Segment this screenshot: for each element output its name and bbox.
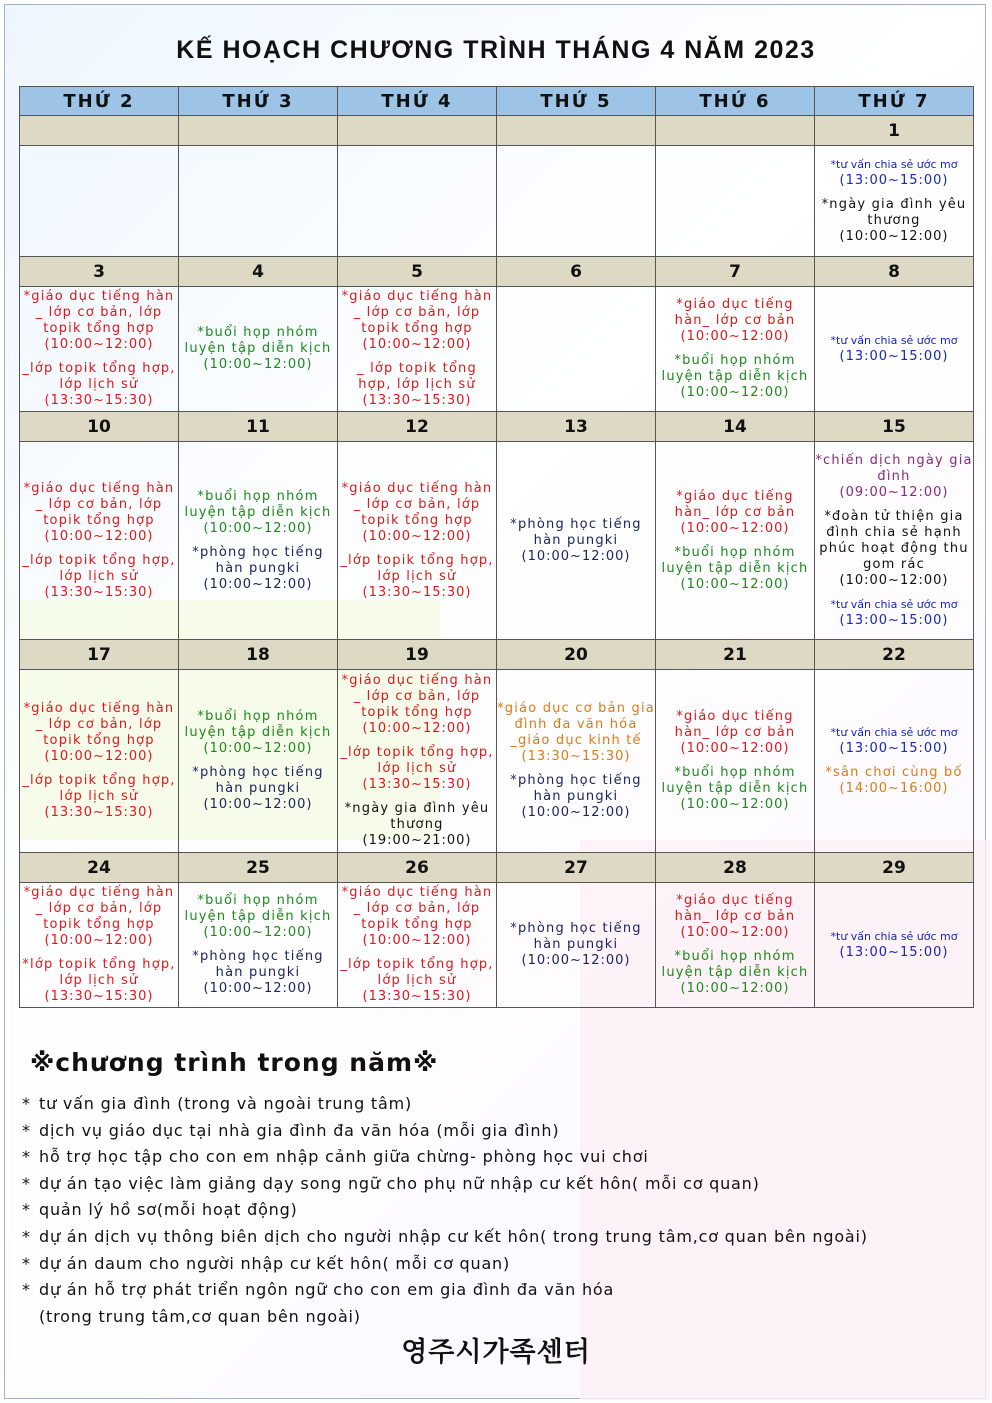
weekday-header: THỨ 7 — [815, 87, 974, 116]
date-cell: 3 — [20, 257, 179, 287]
day-events-cell — [338, 442, 497, 640]
event-text: *tư vấn chia sẻ ước mơ — [830, 930, 958, 943]
date-cell: 13 — [497, 412, 656, 442]
event-time: (13:30~15:30) — [44, 989, 154, 1004]
event-time: (10:00~12:00) — [44, 933, 154, 948]
event-time: (19:00~21:00) — [362, 833, 472, 848]
event-entry — [815, 597, 973, 629]
bullet-star: * — [22, 1200, 31, 1220]
event-time: (13:00~15:00) — [839, 612, 949, 628]
event-text: *lớp topik tổng hợp, lớp lịch sử — [22, 957, 176, 988]
day-events-cell — [20, 442, 179, 640]
event-entry — [20, 361, 178, 409]
date-cell: 4 — [179, 257, 338, 287]
event-time: (10:00~12:00) — [362, 721, 472, 736]
date-cell: 26 — [338, 853, 497, 883]
event-text: *phòng học tiếng hàn pungki — [510, 516, 642, 548]
event-text: *buổi họp nhóm luyện tập diễn kịch — [184, 893, 332, 924]
day-events-cell — [497, 442, 656, 640]
event-entry — [20, 481, 178, 545]
event-time: (10:00~12:00) — [680, 981, 790, 996]
event-time: (10:00~12:00) — [44, 528, 154, 544]
event-entry — [179, 709, 337, 757]
weekday-header: THỨ 4 — [338, 87, 497, 116]
yearly-program-text: dự án tạo việc làm giảng dạy song ngữ cho phụ nữ nhập cư kết hôn( mỗi cơ quan) — [39, 1173, 760, 1193]
event-entry — [497, 701, 655, 765]
day-events-cell — [497, 883, 656, 1008]
day-events-cell — [497, 146, 656, 257]
event-text: *ngày gia đình yêu thương — [821, 197, 967, 228]
bullet-star: * — [22, 1120, 31, 1140]
event-entry — [815, 929, 973, 961]
event-text: *giáo dục tiếng hàn _ lớp cơ bản, lớp topik tổng hợp — [341, 673, 493, 720]
event-time: (13:30~15:30) — [362, 584, 472, 600]
day-events-cell — [497, 287, 656, 412]
bullet-star: * — [22, 1253, 31, 1273]
event-entry — [815, 765, 973, 797]
date-cell: 11 — [179, 412, 338, 442]
date-row — [20, 412, 974, 442]
weekday-header: THỨ 3 — [179, 87, 338, 116]
yearly-program-title: ※chương trình trong năm※ — [30, 1048, 439, 1077]
event-text: *giáo dục tiếng hàn_ lớp cơ bản — [674, 893, 796, 924]
date-cell: 20 — [497, 640, 656, 670]
day-events-cell — [179, 442, 338, 640]
event-entry — [179, 489, 337, 537]
event-text: *giáo dục tiếng hàn_ lớp cơ bản — [674, 709, 796, 740]
event-entry — [497, 517, 655, 565]
date-cell: 6 — [497, 257, 656, 287]
event-time: (10:00~12:00) — [521, 953, 631, 968]
date-cell — [338, 116, 497, 146]
date-cell: 21 — [656, 640, 815, 670]
day-events-cell — [338, 287, 497, 412]
date-cell: 1 — [815, 116, 974, 146]
yearly-program-item — [22, 1145, 868, 1172]
event-entry — [20, 701, 178, 765]
event-text: *phòng học tiếng hàn pungki — [192, 544, 324, 576]
event-entry — [338, 481, 496, 545]
event-time: (10:00~12:00) — [680, 797, 790, 812]
yearly-program-item — [22, 1172, 868, 1199]
event-entry — [338, 361, 496, 409]
date-row — [20, 640, 974, 670]
event-entry — [815, 509, 973, 589]
date-cell — [497, 116, 656, 146]
date-cell: 14 — [656, 412, 815, 442]
date-cell: 5 — [338, 257, 497, 287]
event-text: *sân chơi cùng bố — [825, 765, 963, 780]
event-time: (13:30~15:30) — [44, 584, 154, 600]
day-events-cell — [815, 442, 974, 640]
day-events-cell — [656, 670, 815, 853]
date-cell: 24 — [20, 853, 179, 883]
event-time: (10:00~12:00) — [680, 385, 790, 400]
yearly-program-text: tư vấn gia đình (trong và ngoài trung tâm) — [39, 1094, 413, 1113]
event-text: *giáo dục tiếng hàn _ lớp cơ bản, lớp topik tổng hợp — [341, 480, 493, 528]
yearly-program-item — [22, 1119, 868, 1146]
event-entry — [656, 489, 814, 537]
event-text: *phòng học tiếng hàn pungki — [510, 921, 642, 952]
bullet-star: * — [22, 1280, 31, 1300]
date-cell: 18 — [179, 640, 338, 670]
event-entry — [815, 197, 973, 245]
event-time: (10:00~12:00) — [203, 981, 313, 996]
event-time: (13:30~15:30) — [362, 393, 472, 408]
event-entry — [815, 725, 973, 757]
weekday-header: THỨ 6 — [656, 87, 815, 116]
event-text: *tư vấn chia sẻ ước mơ — [830, 334, 958, 347]
events-row — [20, 883, 974, 1008]
yearly-program-item — [22, 1252, 868, 1279]
event-time: (14:00~16:00) — [839, 781, 949, 796]
event-text: _lớp topik tổng hợp, lớp lịch sử — [22, 552, 176, 584]
bullet-star: * — [22, 1147, 31, 1167]
event-entry — [338, 957, 496, 1005]
day-events-cell — [656, 883, 815, 1008]
yearly-program-text: dự án daum cho người nhập cư kết hôn( mỗi cơ quan) — [39, 1253, 511, 1273]
yearly-program-continuation — [22, 1305, 868, 1332]
event-time: (13:30~15:30) — [521, 749, 631, 764]
event-time: (10:00~12:00) — [203, 741, 313, 756]
weekday-header: THỨ 2 — [20, 87, 179, 116]
event-time: (13:30~15:30) — [44, 393, 154, 408]
day-events-cell — [338, 670, 497, 853]
event-text: *giáo dục tiếng hàn _ lớp cơ bản, lớp topik tổng hợp — [341, 289, 493, 336]
date-cell: 25 — [179, 853, 338, 883]
event-time: (10:00~12:00) — [839, 229, 949, 244]
day-events-cell — [497, 670, 656, 853]
day-events-cell — [179, 146, 338, 257]
event-entry — [656, 545, 814, 593]
event-entry — [497, 921, 655, 969]
event-entry — [338, 289, 496, 353]
event-entry — [20, 885, 178, 949]
event-entry — [656, 893, 814, 941]
event-entry — [338, 801, 496, 849]
yearly-program-list — [22, 1092, 868, 1331]
event-text: *phòng học tiếng hàn pungki — [192, 765, 324, 796]
date-cell: 19 — [338, 640, 497, 670]
event-text: *giáo dục cơ bản gia đình đa văn hóa _giáo dục kinh tế — [497, 701, 655, 748]
event-entry — [656, 353, 814, 401]
event-entry — [179, 893, 337, 941]
yearly-program-item — [22, 1225, 868, 1252]
event-entry — [338, 885, 496, 949]
event-time: (13:00~15:00) — [839, 349, 949, 364]
event-entry — [20, 553, 178, 601]
date-cell: 27 — [497, 853, 656, 883]
event-text: *buổi họp nhóm luyện tập diễn kịch — [661, 949, 809, 980]
event-entry — [20, 773, 178, 821]
day-events-cell — [179, 883, 338, 1008]
yearly-program-text: dự án dịch vụ thông biên dịch cho người nhập cư kết hôn( trong trung tâm,cơ quan bên ngoài) — [39, 1226, 868, 1246]
event-text: _lớp topik tổng hợp, lớp lịch sử — [340, 957, 494, 988]
event-text: *phòng học tiếng hàn pungki — [192, 949, 324, 980]
event-entry — [656, 765, 814, 813]
date-row — [20, 116, 974, 146]
day-events-cell — [179, 287, 338, 412]
day-events-cell — [338, 146, 497, 257]
day-events-cell — [20, 287, 179, 412]
events-row — [20, 670, 974, 853]
yearly-program-text: dịch vụ giáo dục tại nhà gia đình đa văn hóa (mỗi gia đình) — [39, 1120, 560, 1140]
event-text: *giáo dục tiếng hàn _ lớp cơ bản, lớp topik tổng hợp — [23, 701, 175, 748]
event-time: (10:00~12:00) — [203, 576, 313, 592]
event-time: (10:00~12:00) — [839, 572, 949, 588]
day-events-cell — [20, 670, 179, 853]
event-text: _lớp topik tổng hợp, lớp lịch sử — [22, 773, 176, 804]
event-text: *giáo dục tiếng hàn_ lớp cơ bản — [674, 488, 796, 520]
yearly-program-text: quản lý hồ sơ(mỗi hoạt động) — [39, 1200, 298, 1220]
day-events-cell — [20, 146, 179, 257]
day-events-cell — [179, 670, 338, 853]
day-events-cell — [815, 146, 974, 257]
event-entry — [815, 333, 973, 365]
event-text: *giáo dục tiếng hàn_ lớp cơ bản — [674, 297, 796, 328]
day-events-cell — [338, 883, 497, 1008]
day-events-cell — [20, 883, 179, 1008]
event-text: _lớp topik tổng hợp, lớp lịch sử — [340, 745, 494, 776]
event-entry — [179, 765, 337, 813]
date-cell — [656, 116, 815, 146]
day-events-cell — [815, 287, 974, 412]
event-time: (13:00~15:00) — [839, 945, 949, 960]
event-text: *tư vấn chia sẻ ước mơ — [830, 597, 958, 611]
event-entry — [338, 553, 496, 601]
yearly-program-item — [22, 1198, 868, 1225]
event-text: *phòng học tiếng hàn pungki — [510, 773, 642, 804]
event-text: *tư vấn chia sẻ ước mơ — [830, 158, 958, 171]
event-time: (13:30~15:30) — [362, 777, 472, 792]
event-text: *giáo dục tiếng hàn _ lớp cơ bản, lớp topik tổng hợp — [23, 480, 175, 528]
date-row — [20, 257, 974, 287]
bullet-star: * — [22, 1226, 31, 1246]
center-name-footer: 영주시가족센터 — [401, 1337, 591, 1368]
event-time: (10:00~12:00) — [362, 528, 472, 544]
yearly-program-continuation-text: (trong trung tâm,cơ quan bên ngoài) — [39, 1306, 361, 1326]
date-cell: 7 — [656, 257, 815, 287]
event-text: *chiến dịch ngày gia đình — [815, 452, 973, 484]
event-time: (09:00~12:00) — [839, 484, 949, 500]
date-cell — [20, 116, 179, 146]
event-text: *buổi họp nhóm luyện tập diễn kịch — [184, 488, 332, 520]
day-events-cell — [815, 883, 974, 1008]
event-text: *ngày gia đình yêu thương — [344, 801, 490, 832]
event-entry — [815, 157, 973, 189]
event-entry — [20, 957, 178, 1005]
event-time: (10:00~12:00) — [680, 329, 790, 344]
event-entry — [179, 949, 337, 997]
event-time: (10:00~12:00) — [203, 357, 313, 372]
event-text: *giáo dục tiếng hàn _ lớp cơ bản, lớp topik tổng hợp — [341, 885, 493, 932]
yearly-program-text: dự án hỗ trợ phát triển ngôn ngữ cho con em gia đình đa văn hóa — [39, 1280, 615, 1300]
day-events-cell — [656, 442, 815, 640]
event-text: *buổi họp nhóm luyện tập diễn kịch — [661, 544, 809, 576]
date-cell: 10 — [20, 412, 179, 442]
event-entry — [338, 673, 496, 737]
event-time: (13:30~15:30) — [362, 989, 472, 1004]
date-cell: 29 — [815, 853, 974, 883]
date-cell — [179, 116, 338, 146]
event-entry — [179, 325, 337, 373]
event-text: _ lớp topik tổng hợp, lớp lịch sử — [357, 361, 477, 392]
events-row — [20, 146, 974, 257]
date-cell: 8 — [815, 257, 974, 287]
event-time: (10:00~12:00) — [680, 741, 790, 756]
event-time: (10:00~12:00) — [203, 520, 313, 536]
events-row — [20, 287, 974, 412]
event-entry — [656, 949, 814, 997]
date-cell: 12 — [338, 412, 497, 442]
event-entry — [179, 545, 337, 593]
event-time: (10:00~12:00) — [680, 925, 790, 940]
event-text: _lớp topik tổng hợp, lớp lịch sử — [340, 552, 494, 584]
event-time: (10:00~12:00) — [521, 548, 631, 564]
date-cell: 28 — [656, 853, 815, 883]
event-text: *giáo dục tiếng hàn _ lớp cơ bản, lớp topik tổng hợp — [23, 289, 175, 336]
calendar-table — [19, 86, 974, 1008]
event-entry — [338, 745, 496, 793]
weekday-header: THỨ 5 — [497, 87, 656, 116]
day-events-cell — [656, 146, 815, 257]
bullet-star: * — [22, 1094, 31, 1113]
event-text: *đoàn tử thiện gia đình chia sẻ hạnh phúc hoạt động thu gom rác — [819, 508, 969, 572]
event-text: *buổi họp nhóm luyện tập diễn kịch — [661, 353, 809, 384]
bullet-star: * — [22, 1173, 31, 1193]
event-text: *buổi họp nhóm luyện tập diễn kịch — [184, 325, 332, 356]
event-time: (10:00~12:00) — [362, 933, 472, 948]
event-time: (10:00~12:00) — [203, 925, 313, 940]
date-cell: 17 — [20, 640, 179, 670]
event-text: *buổi họp nhóm luyện tập diễn kịch — [661, 765, 809, 796]
yearly-program-item — [22, 1278, 868, 1305]
event-time: (10:00~12:00) — [203, 797, 313, 812]
event-text: _lớp topik tổng hợp, lớp lịch sử — [22, 361, 176, 392]
day-events-cell — [656, 287, 815, 412]
weekday-header-row — [20, 87, 974, 116]
event-text: *giáo dục tiếng hàn _ lớp cơ bản, lớp topik tổng hợp — [23, 885, 175, 932]
yearly-program-item — [22, 1092, 868, 1119]
event-time: (13:00~15:00) — [839, 741, 949, 756]
page-title: KẾ HOẠCH CHƯƠNG TRÌNH THÁNG 4 NĂM 2023 — [176, 36, 816, 64]
event-entry — [656, 709, 814, 757]
event-time: (10:00~12:00) — [680, 576, 790, 592]
event-text: *tư vấn chia sẻ ước mơ — [830, 726, 958, 739]
day-events-cell — [815, 670, 974, 853]
date-cell: 22 — [815, 640, 974, 670]
event-time: (13:30~15:30) — [44, 805, 154, 820]
event-time: (10:00~12:00) — [680, 520, 790, 536]
event-time: (10:00~12:00) — [362, 337, 472, 352]
events-row — [20, 442, 974, 640]
event-entry — [656, 297, 814, 345]
event-time: (10:00~12:00) — [44, 337, 154, 352]
event-time: (10:00~12:00) — [521, 805, 631, 820]
event-entry — [497, 773, 655, 821]
event-time: (10:00~12:00) — [44, 749, 154, 764]
date-cell: 15 — [815, 412, 974, 442]
event-entry — [20, 289, 178, 353]
yearly-program-text: hỗ trợ học tập cho con em nhập cảnh giữa chừng- phòng học vui chơi — [39, 1147, 649, 1167]
date-row — [20, 853, 974, 883]
event-entry — [815, 453, 973, 501]
event-time: (13:00~15:00) — [839, 173, 949, 188]
event-text: *buổi họp nhóm luyện tập diễn kịch — [184, 709, 332, 740]
